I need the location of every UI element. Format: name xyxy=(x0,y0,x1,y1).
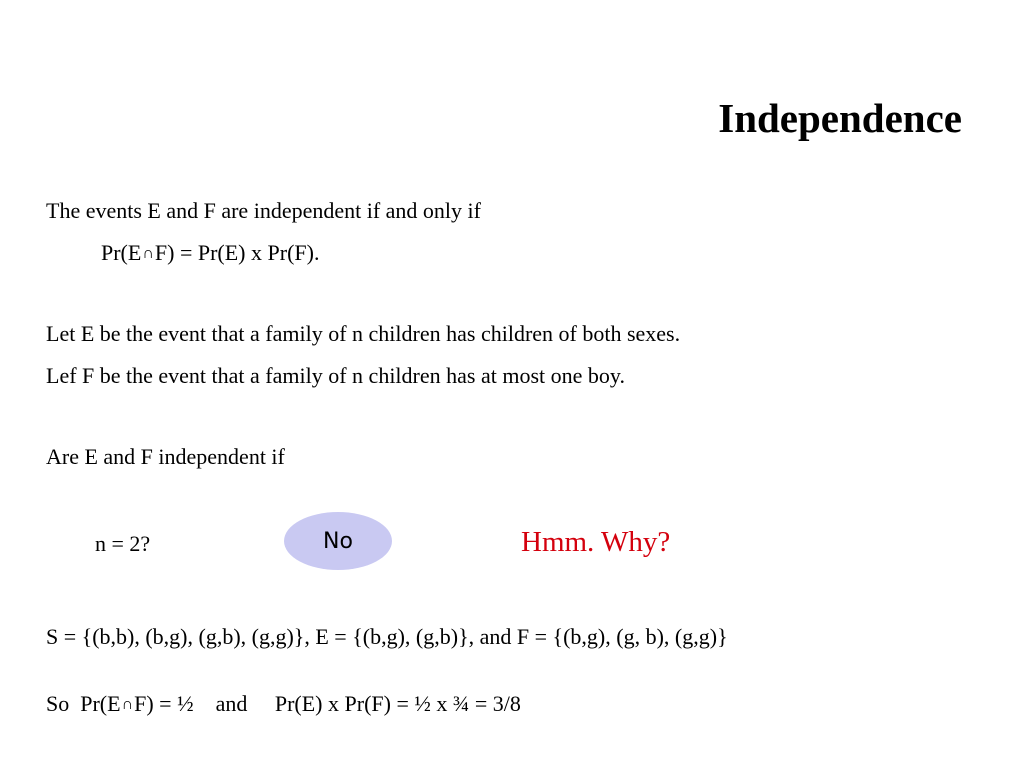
definition-formula xyxy=(101,240,319,266)
question: Are E and F independent if xyxy=(46,444,285,469)
intersection-symbol: ∩ xyxy=(121,696,134,713)
intersection-symbol: ∩ xyxy=(142,245,154,262)
event-e-definition: Let E be the event that a family of n children has children of both sexes. xyxy=(46,321,681,346)
conclusion-line xyxy=(46,691,521,717)
definition-intro: The events E and F are independent if and only if xyxy=(46,198,481,223)
case-n-equals-2: n = 2? xyxy=(95,531,151,556)
remark-text: Hmm. Why? xyxy=(521,526,671,558)
event-f-definition: Lef F be the event that a family of n children has at most one boy. xyxy=(46,363,625,388)
conclusion-prefix: So Pr(E xyxy=(46,691,121,716)
sets-line: S = {(b,b), (b,g), (g,b), (g,g)}, E = {(b,g), (g,b)}, and F = {(b,g), (g, b), (g,g)} xyxy=(46,624,728,649)
conclusion-suffix: F) = ½ and Pr(E) x Pr(F) = ½ x ¾ = 3/8 xyxy=(134,691,521,716)
answer-text: No xyxy=(323,528,353,554)
formula-left: Pr(E xyxy=(101,240,142,265)
formula-right: F) = Pr(E) x Pr(F). xyxy=(154,240,320,265)
answer-bubble xyxy=(284,512,392,570)
slide-title: Independence xyxy=(718,95,962,141)
